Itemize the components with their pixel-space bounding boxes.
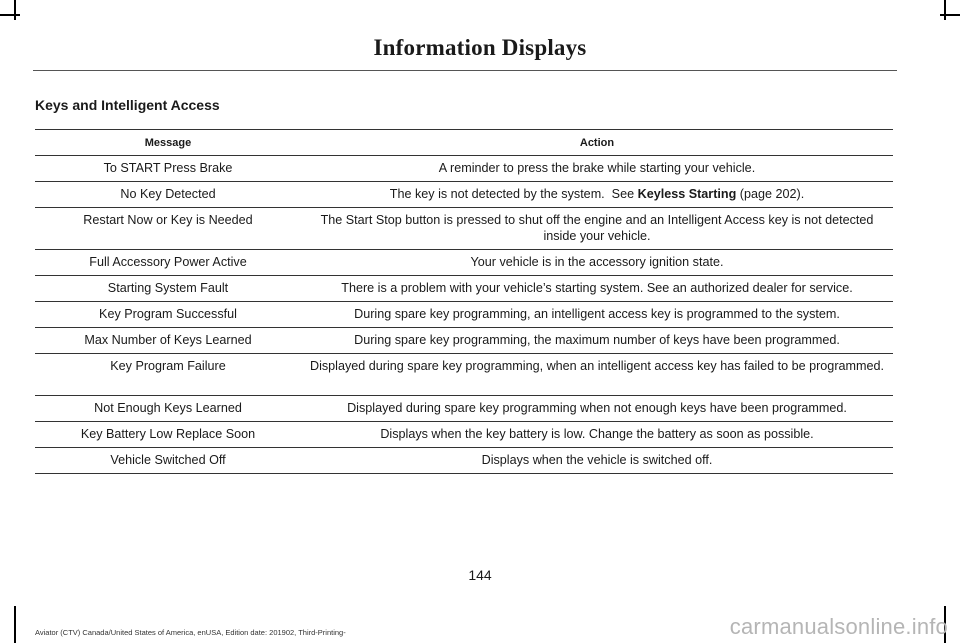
- crop-mark-top-right-vertical: [944, 0, 946, 20]
- keyless-starting-link[interactable]: Keyless Starting: [637, 187, 737, 201]
- edition-footer: Aviator (CTV) Canada/United States of America, enUSA, Edition date: 201902, Third-Printing-: [35, 628, 346, 637]
- crop-mark-top-right-horizontal: [940, 14, 960, 16]
- message-cell: Full Accessory Power Active: [35, 250, 301, 276]
- action-cell: [301, 182, 893, 208]
- action-cell: Displayed during spare key programming when not enough keys have been programmed.: [301, 396, 893, 422]
- action-cell: Displays when the vehicle is switched off.: [301, 448, 893, 474]
- action-cell: During spare key programming, the maximum number of keys have been programmed.: [301, 328, 893, 354]
- table-row: [35, 250, 893, 276]
- action-cell: The Start Stop button is pressed to shut off the engine and an Intelligent Access key is not detected inside your vehicle.: [301, 208, 893, 250]
- message-cell: No Key Detected: [35, 182, 301, 208]
- crop-mark-bottom-left: [14, 606, 16, 643]
- crop-mark-top-left-vertical: [14, 0, 16, 20]
- action-cell: Your vehicle is in the accessory ignition state.: [301, 250, 893, 276]
- message-cell: To START Press Brake: [35, 156, 301, 182]
- column-header-action: Action: [301, 130, 893, 156]
- action-cell: A reminder to press the brake while starting your vehicle.: [301, 156, 893, 182]
- message-cell: Starting System Fault: [35, 276, 301, 302]
- table-row: [35, 448, 893, 474]
- action-cell: There is a problem with your vehicle’s starting system. See an authorized dealer for service.: [301, 276, 893, 302]
- table-row: [35, 302, 893, 328]
- keys-messages-table: [35, 129, 893, 474]
- action-page-ref: (page 202).: [736, 187, 805, 201]
- section-title: Keys and Intelligent Access: [35, 97, 220, 113]
- table-row: [35, 182, 893, 208]
- watermark: carmanualsonline.info: [729, 614, 948, 639]
- table-header-row: [35, 130, 893, 156]
- table-row: [35, 422, 893, 448]
- page-header-title: Information Displays: [373, 35, 587, 60]
- table-row: [35, 328, 893, 354]
- table-row: [35, 396, 893, 422]
- message-cell: Key Program Failure: [35, 354, 301, 396]
- action-text: The key is not detected by the system. See: [389, 187, 638, 201]
- table-row: [35, 276, 893, 302]
- table-row: [35, 354, 893, 396]
- message-cell: Max Number of Keys Learned: [35, 328, 301, 354]
- table-row: [35, 208, 893, 250]
- message-cell: Restart Now or Key is Needed: [35, 208, 301, 250]
- message-cell: Vehicle Switched Off: [35, 448, 301, 474]
- page-number: 144: [468, 567, 492, 583]
- header-divider: [33, 70, 897, 71]
- crop-mark-top-left-horizontal: [0, 14, 20, 16]
- action-cell: Displays when the key battery is low. Change the battery as soon as possible.: [301, 422, 893, 448]
- action-cell: Displayed during spare key programming, when an intelligent access key has failed to be programmed.: [301, 354, 893, 396]
- action-cell: During spare key programming, an intelligent access key is programmed to the system.: [301, 302, 893, 328]
- table-row: [35, 156, 893, 182]
- message-cell: Key Battery Low Replace Soon: [35, 422, 301, 448]
- message-cell: Not Enough Keys Learned: [35, 396, 301, 422]
- message-cell: Key Program Successful: [35, 302, 301, 328]
- column-header-message: Message: [35, 130, 301, 156]
